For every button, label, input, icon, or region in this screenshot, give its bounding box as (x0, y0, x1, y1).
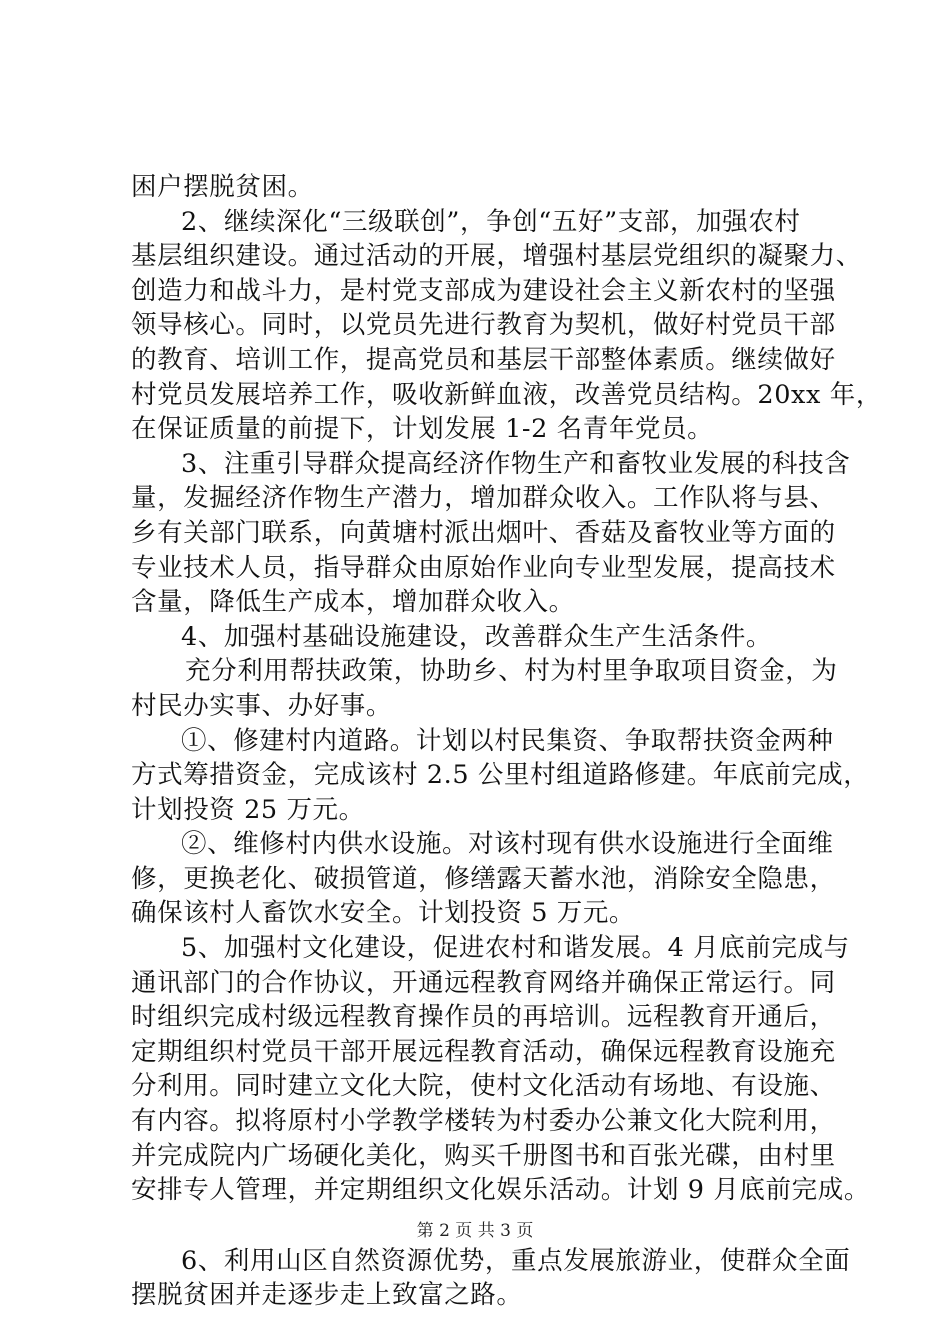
paragraph-4-start: 4、加强村基础设施建设，改善群众生产生活条件。 (181, 621, 773, 652)
text-line: 计划投资 25 万元。 (131, 794, 365, 825)
paragraph-3-start: 3、注重引导群众提高经济作物生产和畜牧业发展的科技含 (181, 448, 851, 479)
text-line: 时组织完成村级远程教育操作员的再培训。远程教育开通后， (131, 1002, 836, 1033)
text-line: 方式筹措资金，完成该村 2.5 公里村组道路修建。年底前完成， (131, 760, 870, 791)
text-line: 乡有关部门联系，向黄塘村派出烟叶、香菇及畜牧业等方面的 (131, 517, 836, 548)
text-line: 定期组织村党员干部开展远程教育活动，确保远程教育设施充 (131, 1036, 836, 1067)
item-1-start: ①、修建村内道路。计划以村民集资、争取帮扶资金两种 (181, 725, 834, 756)
text-line: 修，更换老化、破损管道，修缮露天蓄水池，消除安全隐患， (131, 863, 836, 894)
page-number-footer: 第 2 页 共 3 页 (416, 1221, 534, 1241)
document-body (131, 170, 882, 1313)
text-line: 量，发掘经济作物生产潜力，增加群众收入。工作队将与县、 (131, 483, 836, 514)
text-line: 村党员发展培养工作，吸收新鲜血液，改善党员结构。20xx 年， (131, 379, 882, 410)
item-2-start: ②、维修村内供水设施。对该村现有供水设施进行全面维 (181, 829, 834, 860)
text-line: 村民办实事、办好事。 (131, 690, 393, 721)
text-line: 的教育、培训工作，提高党员和基层干部整体素质。继续做好 (131, 344, 836, 375)
text-line: 安排专人管理，并定期组织文化娱乐活动。计划 9 月底前完成。 (131, 1175, 870, 1206)
text-line: 含量，降低生产成本，增加群众收入。 (131, 587, 575, 618)
paragraph-2-start: 2、继续深化“三级联创”，争创“五好”支部，加强农村 (181, 206, 801, 237)
text-line: 分利用。同时建立文化大院，使村文化活动有场地、有设施、 (131, 1071, 836, 1102)
text-line: 创造力和战斗力，是村党支部成为建设社会主义新农村的坚强 (131, 275, 836, 306)
paragraph-6-start: 6、利用山区自然资源优势，重点发展旅游业，使群众全面 (181, 1245, 851, 1276)
paragraph-start: 充分利用帮扶政策，协助乡、村为村里争取项目资金，为 (185, 656, 838, 687)
text-line: 确保该村人畜饮水安全。计划投资 5 万元。 (131, 898, 636, 929)
paragraph-5-start: 5、加强村文化建设，促进农村和谐发展。4 月底前完成与 (181, 933, 850, 964)
text-line: 专业技术人员，指导群众由原始作业向专业型发展，提高技术 (131, 552, 836, 583)
text-line: 困户摆脱贫困。 (131, 172, 314, 202)
text-line: 领导核心。同时，以党员先进行教育为契机，做好村党员干部 (131, 310, 836, 341)
text-line: 在保证质量的前提下，计划发展 1-2 名青年党员。 (131, 414, 714, 445)
text-line: 摆脱贫困并走逐步走上致富之路。 (131, 1280, 523, 1311)
text-line: 基层组织建设。通过活动的开展，增强村基层党组织的凝聚力、 (131, 241, 862, 272)
text-line: 并完成院内广场硬化美化，购买千册图书和百张光碟，由村里 (131, 1140, 836, 1171)
text-line: 通讯部门的合作协议，开通远程教育网络并确保正常运行。同 (131, 967, 836, 998)
text-line: 有内容。拟将原村小学教学楼转为村委办公兼文化大院利用， (131, 1106, 836, 1137)
